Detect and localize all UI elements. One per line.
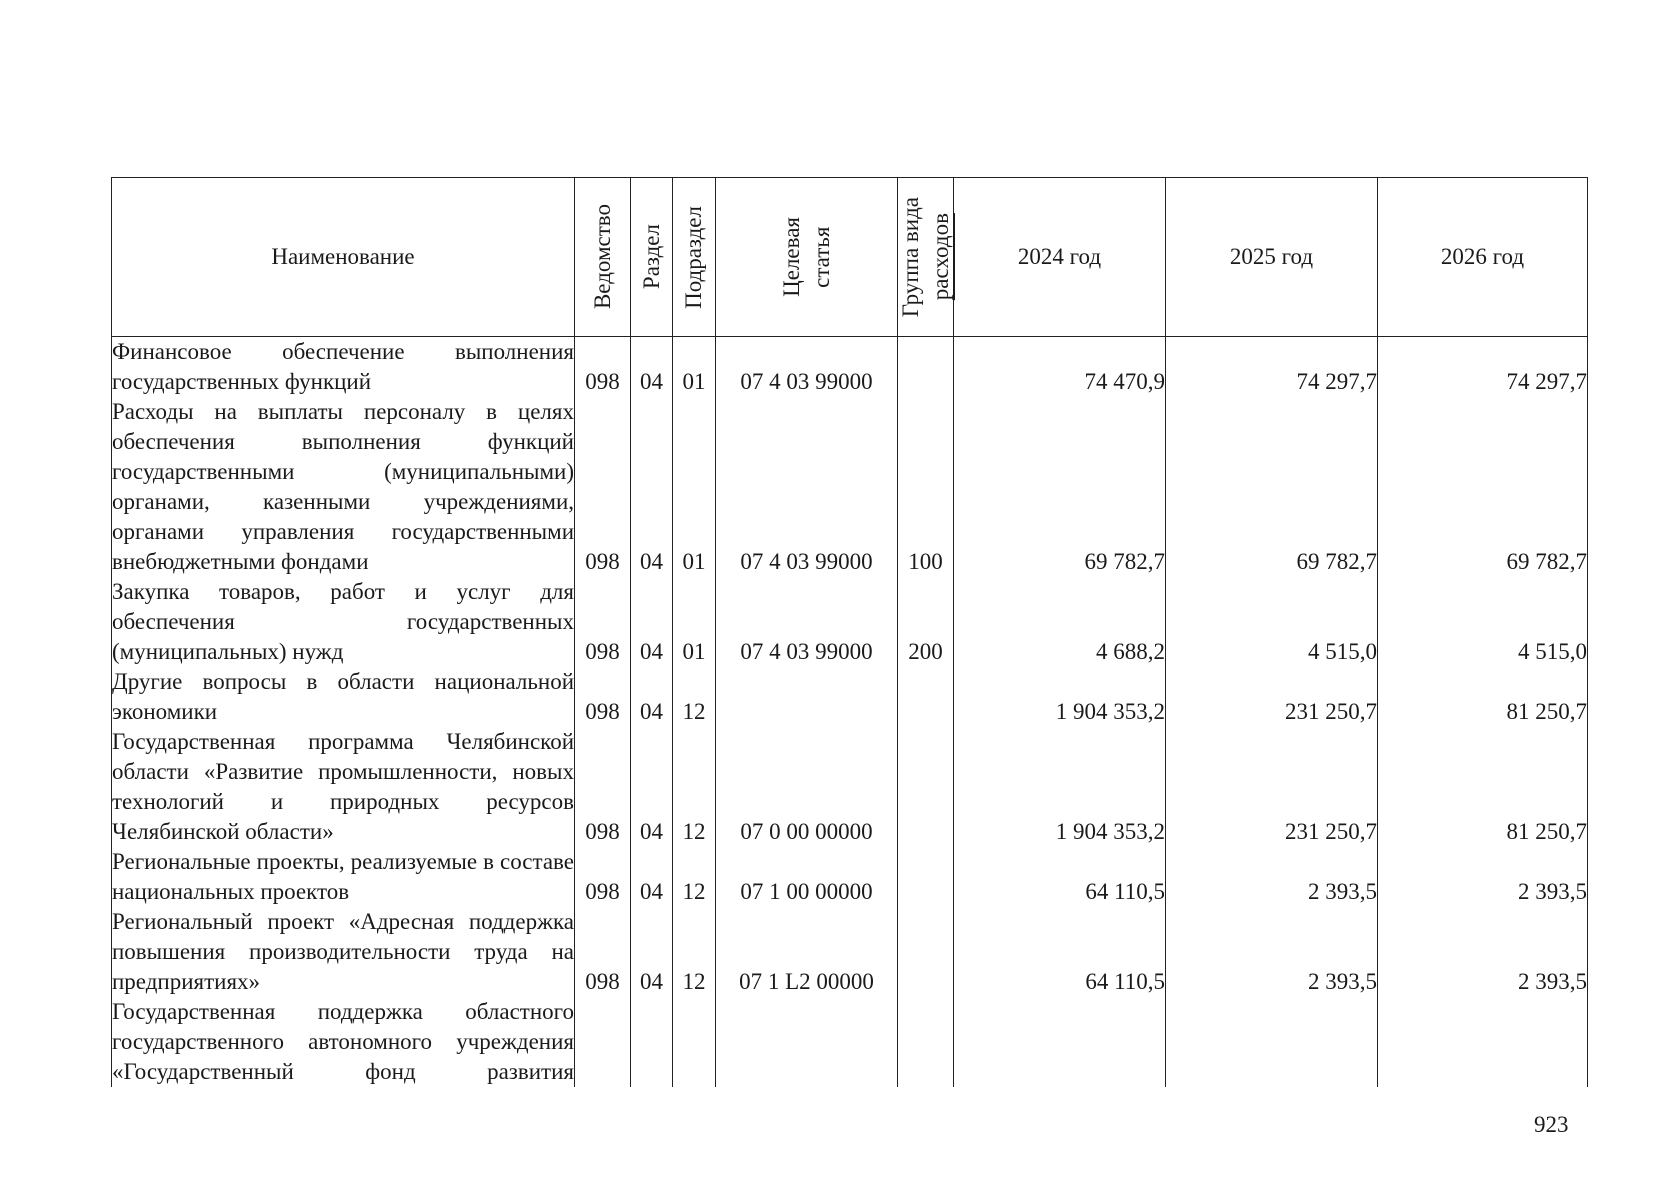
row-2025: 4 515,0 xyxy=(1166,577,1378,667)
row-ministry: 098 xyxy=(575,667,631,727)
row-target: 07 4 03 99000 xyxy=(716,337,898,398)
row-2026: 81 250,7 xyxy=(1378,667,1588,727)
budget-table xyxy=(111,177,1588,1087)
row-target: 07 1 L2 00000 xyxy=(716,907,898,997)
header-subsection-label: Подраздел xyxy=(681,205,706,309)
row-group: 200 xyxy=(898,577,954,667)
row-ministry: 098 xyxy=(575,847,631,907)
row-2025: 2 393,5 xyxy=(1166,907,1378,997)
table-row xyxy=(112,667,1588,727)
row-target: 07 4 03 99000 xyxy=(716,397,898,577)
row-group xyxy=(898,667,954,727)
row-subsection: 12 xyxy=(673,847,716,907)
row-group xyxy=(898,907,954,997)
row-2024: 64 110,5 xyxy=(954,847,1166,907)
row-2024: 1 904 353,2 xyxy=(954,667,1166,727)
row-2024: 69 782,7 xyxy=(954,397,1166,577)
row-2026 xyxy=(1378,997,1588,1087)
header-section-label: Раздел xyxy=(638,224,664,290)
row-2026: 81 250,7 xyxy=(1378,727,1588,847)
header-ministry xyxy=(575,178,631,337)
row-2024: 64 110,5 xyxy=(954,907,1166,997)
row-section: 04 xyxy=(631,727,673,847)
row-subsection: 01 xyxy=(673,577,716,667)
row-name: Региональный проект «Адресная поддержка повышения производительности труда на предприятиях» xyxy=(112,907,575,997)
row-subsection: 12 xyxy=(673,727,716,847)
row-section: 04 xyxy=(631,337,673,398)
row-target: 07 4 03 99000 xyxy=(716,577,898,667)
row-2025: 74 297,7 xyxy=(1166,337,1378,398)
row-2026: 69 782,7 xyxy=(1378,397,1588,577)
row-section xyxy=(631,997,673,1087)
row-ministry xyxy=(575,997,631,1087)
row-name: Другие вопросы в области национальной экономики xyxy=(112,667,575,727)
row-subsection: 01 xyxy=(673,397,716,577)
row-name: Расходы на выплаты персоналу в целях обеспечения выполнения функций государственными (муниципальными) органами, казенными учреждениями, органами управления государственными внебюджетными фондами xyxy=(112,397,575,577)
table-row xyxy=(112,847,1588,907)
row-section: 04 xyxy=(631,907,673,997)
row-name: Финансовое обеспечение выполнения государственных функций xyxy=(112,337,575,398)
header-expense-group-label xyxy=(896,197,956,317)
row-ministry: 098 xyxy=(575,907,631,997)
row-2026: 2 393,5 xyxy=(1378,907,1588,997)
row-target xyxy=(716,997,898,1087)
row-2025: 2 393,5 xyxy=(1166,847,1378,907)
row-2025 xyxy=(1166,997,1378,1087)
table-header-row xyxy=(112,178,1588,337)
row-ministry: 098 xyxy=(575,577,631,667)
table-row xyxy=(112,577,1588,667)
header-name: Наименование xyxy=(112,178,575,337)
row-name: Государственная программа Челябинской области «Развитие промышленности, новых технологий и природных ресурсов Челябинской области» xyxy=(112,727,575,847)
row-target xyxy=(716,667,898,727)
row-section: 04 xyxy=(631,577,673,667)
header-2024: 2024 год xyxy=(954,178,1166,337)
page-number: 923 xyxy=(1534,1112,1569,1137)
header-subsection xyxy=(673,178,716,337)
row-group xyxy=(898,727,954,847)
row-2024: 4 688,2 xyxy=(954,577,1166,667)
table-row xyxy=(112,337,1588,398)
row-group xyxy=(898,337,954,398)
row-2026: 74 297,7 xyxy=(1378,337,1588,398)
header-section xyxy=(631,178,673,337)
row-group xyxy=(898,997,954,1087)
header-2026: 2026 год xyxy=(1378,178,1588,337)
row-name: Государственная поддержка областного государственного автономного учреждения «Государственный фонд развития xyxy=(112,997,575,1087)
table-row xyxy=(112,997,1588,1087)
row-2024: 74 470,9 xyxy=(954,337,1166,398)
row-target: 07 1 00 00000 xyxy=(716,847,898,907)
row-2024 xyxy=(954,997,1166,1087)
row-section: 04 xyxy=(631,667,673,727)
header-expense-group-line2: расходов xyxy=(927,213,953,301)
row-2024: 1 904 353,2 xyxy=(954,727,1166,847)
row-ministry: 098 xyxy=(575,337,631,398)
header-target-article xyxy=(716,178,898,337)
table-row xyxy=(112,397,1588,577)
row-section: 04 xyxy=(631,847,673,907)
row-name: Закупка товаров, работ и услуг для обеспечения государственных (муниципальных) нужд xyxy=(112,577,575,667)
row-2026: 4 515,0 xyxy=(1378,577,1588,667)
row-2025: 231 250,7 xyxy=(1166,667,1378,727)
row-subsection xyxy=(673,997,716,1087)
row-2026: 2 393,5 xyxy=(1378,847,1588,907)
header-expense-group-line1: Группа вида xyxy=(897,196,923,318)
row-subsection: 12 xyxy=(673,907,716,997)
row-ministry: 098 xyxy=(575,727,631,847)
row-section: 04 xyxy=(631,397,673,577)
row-group: 100 xyxy=(898,397,954,577)
row-group xyxy=(898,847,954,907)
row-subsection: 12 xyxy=(673,667,716,727)
table-row xyxy=(112,727,1588,847)
row-subsection: 01 xyxy=(673,337,716,398)
row-2025: 231 250,7 xyxy=(1166,727,1378,847)
row-name: Региональные проекты, реализуемые в составе национальных проектов xyxy=(112,847,575,907)
header-target-article-label: Целевая статья xyxy=(778,217,834,297)
row-target: 07 0 00 00000 xyxy=(716,727,898,847)
row-ministry: 098 xyxy=(575,397,631,577)
row-2025: 69 782,7 xyxy=(1166,397,1378,577)
header-expense-group xyxy=(898,178,954,337)
table-row xyxy=(112,907,1588,997)
header-2025: 2025 год xyxy=(1166,178,1378,337)
header-ministry-label: Ведомство xyxy=(589,204,615,310)
